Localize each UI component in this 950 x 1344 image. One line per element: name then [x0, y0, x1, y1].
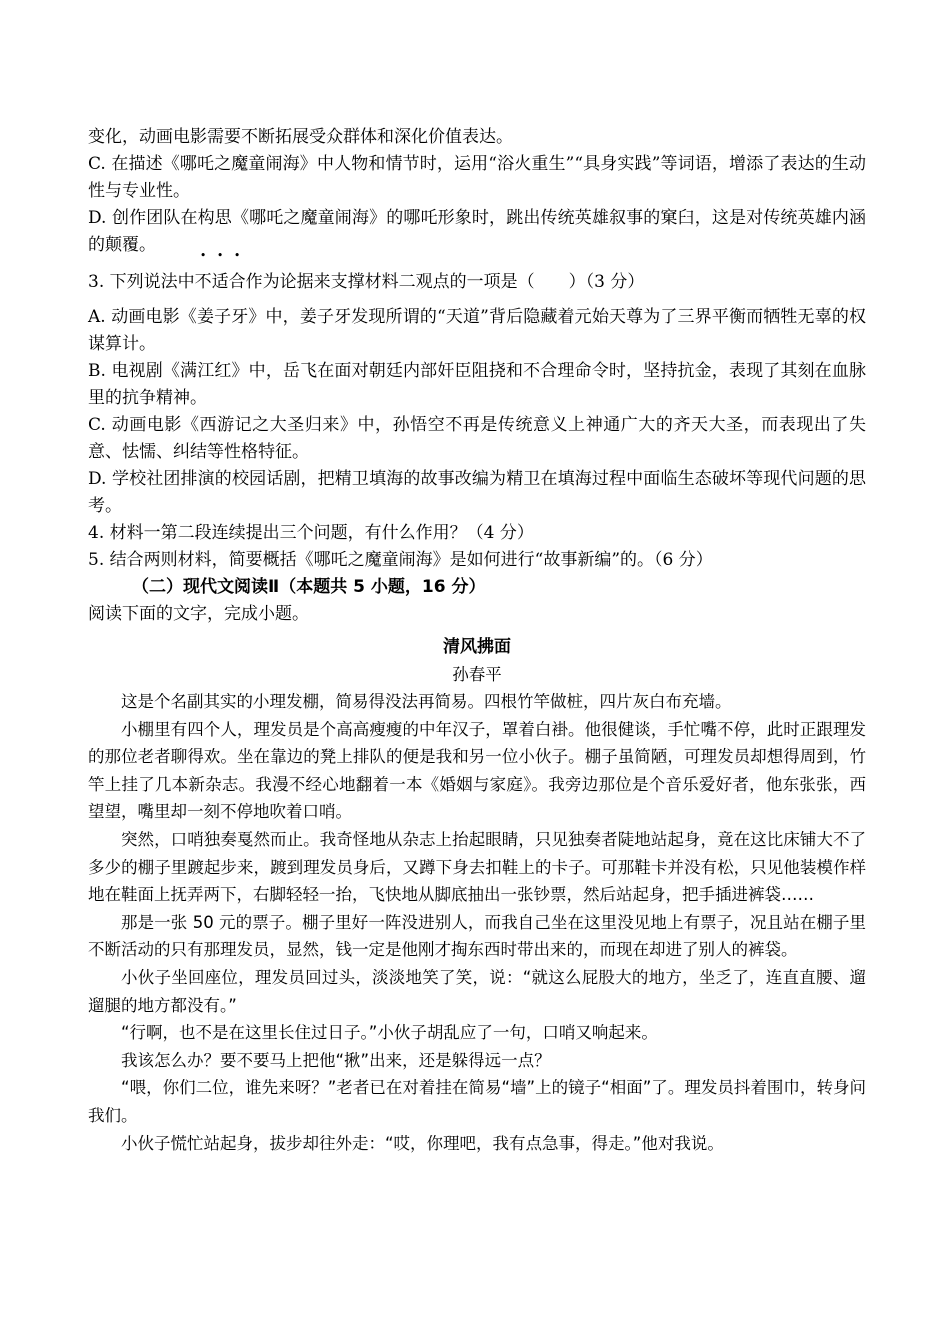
question-5: 5. 结合两则材料，简要概括《哪吒之魔童闹海》是如何进行“故事新编”的。（6 分）: [88, 550, 713, 570]
question-3-suffix: 作为论据来支撑材料二观点的一项是（ ）（3 分）: [245, 272, 645, 292]
text-line-continuation: 变化，动画电影需要不断拓展受众群体和深化价值表达。: [88, 127, 513, 147]
question-3: [88, 269, 866, 296]
story-paragraph: 我该怎么办？要不要马上把他“揪”出来，还是躲得远一点？: [121, 1050, 551, 1070]
story-paragraph: 这是个名副其实的小理发棚，简易得没法再简易。四根竹竿做桩，四片灰白布充墙。: [121, 692, 732, 711]
option-2d: D. 创作团队在构思《哪吒之魔童闹海》的哪吒形象时，跳出传统英雄叙事的窠臼，这是对传统英雄内涵的颠覆。: [88, 208, 866, 255]
emphasis-char-3: 合: [228, 272, 246, 292]
story-paragraph: “行啊，也不是在这里长住过日子。”小伙子胡乱应了一句，口哨又响起来。: [121, 1023, 658, 1043]
emphasis-char-2: 适: [211, 272, 229, 292]
option-3a: A. 动画电影《姜子牙》中，姜子牙发现所谓的“天道”背后隐藏着元始天尊为了三界平衡而牺牲无辜的权谋算计。: [88, 307, 866, 354]
story-title: 清风拂面: [443, 637, 511, 657]
story-paragraph: 突然，口哨独奏戛然而止。我奇怪地从杂志上抬起眼睛，只见独奏者陡地站起身，竟在这比床铺大不了多少的棚子里踱起步来，踱到理发员身后，又蹲下身去扣鞋上的卡子。可那鞋卡并没有松，只见他装模作样地在鞋面上抚弄两下，右脚轻轻一抬，飞快地从脚底抽出一张钞票，然后站起身，把手插进裤袋……: [88, 829, 866, 905]
story-author: 孙春平: [452, 665, 502, 684]
option-2c: C. 在描述《哪吒之魔童闹海》中人物和情节时，运用“浴火重生”“具身实践”等词语，增添了表达的生动性与专业性。: [88, 154, 866, 201]
option-3d: D. 学校社团排演的校园话剧，把精卫填海的故事改编为精卫在填海过程中面临生态破坏等现代问题的思考。: [88, 469, 866, 516]
question-3-prefix: 3. 下列说法中: [88, 272, 195, 292]
emphasis-char-1: 不: [194, 272, 212, 292]
instruction: 阅读下面的文字，完成小题。: [88, 604, 309, 624]
story-paragraph: 小棚里有四个人，理发员是个高高瘦瘦的中年汉子，罩着白褂。他很健谈，手忙嘴不停，此时正跟理发的那位老者聊得欢。坐在靠边的凳上排队的便是我和另一位小伙子。棚子虽简陋，可理发员却想得周到，竹竿上挂了几本新杂志。我漫不经心地翻着一本《婚姻与家庭》。我旁边那位是个音乐爱好者，他东张张，西望望，嘴里却一刻不停地吹着口哨。: [88, 719, 866, 822]
section-heading: （二）现代文阅读Ⅱ（本题共 5 小题，16 分）: [132, 577, 486, 597]
story-paragraph: 小伙子坐回座位，理发员回过头，淡淡地笑了笑，说：“就这么屁股大的地方，坐乏了，连直直腰、遛遛腿的地方都没有。”: [88, 967, 866, 1015]
question-4: 4. 材料一第二段连续提出三个问题，有什么作用？（4 分）: [88, 523, 534, 543]
story-paragraph: “喂，你们二位，谁先来呀？”老者已在对着挂在简易“墙”上的镜子“相面”了。理发员抖着围巾，转身问我们。: [88, 1078, 866, 1125]
option-3c: C. 动画电影《西游记之大圣归来》中，孙悟空不再是传统意义上神通广大的齐天大圣，而表现出了失意、怯懦、纠结等性格特征。: [88, 415, 866, 462]
option-3b: B. 电视剧《满江红》中，岳飞在面对朝廷内部奸臣阻挠和不合理命令时，坚持抗金，表现了其刻在血脉里的抗争精神。: [88, 361, 866, 408]
story-paragraph: 小伙子慌忙站起身，拔步却往外走：“哎，你理吧，我有点急事，得走。”他对我说。: [121, 1133, 724, 1153]
exam-page: [88, 124, 866, 1157]
story-paragraph: 那是一张 50 元的票子。棚子里好一阵没进别人，而我自己坐在这里没见地上有票子，况且站在棚子里不断活动的只有那理发员，显然，钱一定是他刚才掏东西时带出来的，而现在却进了别人的裤袋。: [88, 912, 866, 960]
